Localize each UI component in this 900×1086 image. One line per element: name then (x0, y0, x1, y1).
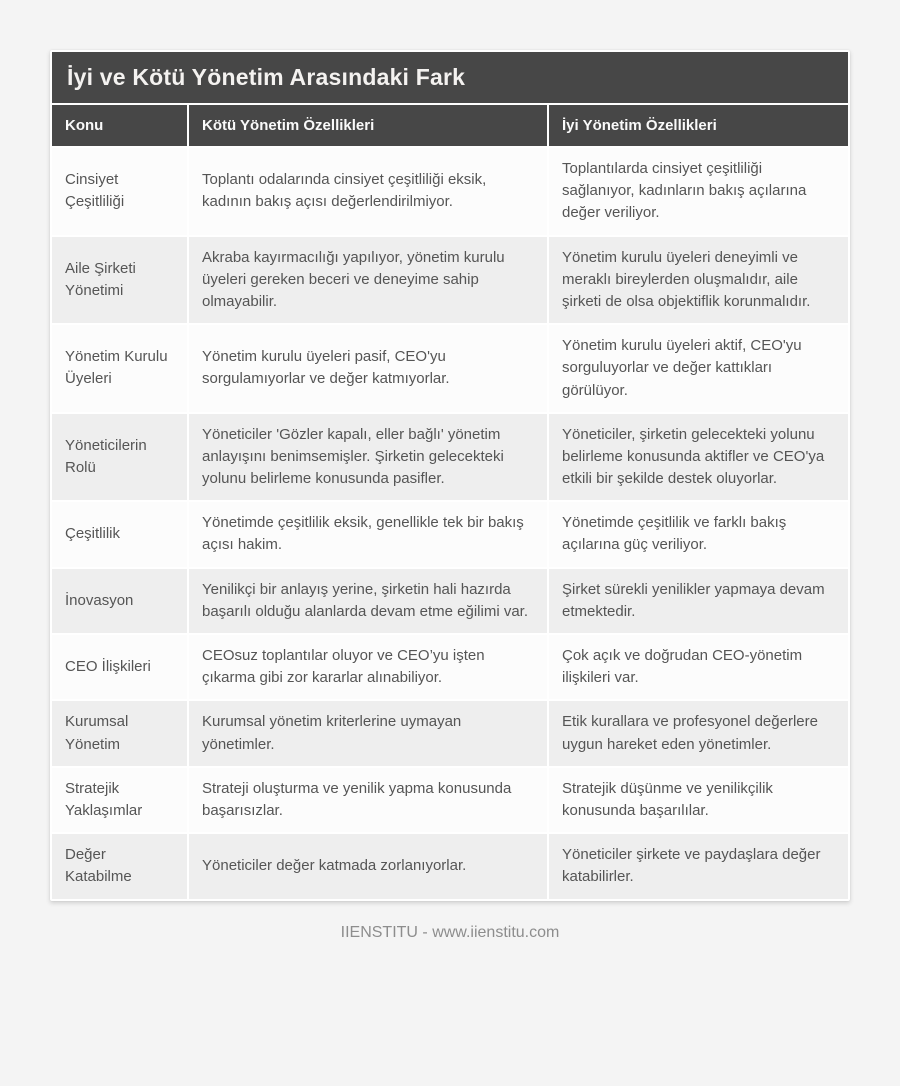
topic-cell: Yönetim Kurulu Üyeleri (52, 325, 187, 412)
table-row (52, 325, 848, 412)
bad-cell: Kurumsal yönetim kriterlerine uymayan yönetimler. (189, 701, 547, 765)
good-cell: Etik kurallara ve profesyonel değerlere uygun hareket eden yönetimler. (549, 701, 848, 765)
table-row (52, 701, 848, 765)
column-header-bad-management: Kötü Yönetim Özellikleri (189, 105, 547, 146)
good-cell: Yöneticiler, şirketin gelecekteki yolunu belirleme konusunda aktifler ve CEO'ya etkili bir şekilde destek oluyorlar. (549, 414, 848, 501)
footer-credit: IIENSTITU - www.iienstitu.com (340, 923, 560, 941)
table-row (52, 414, 848, 501)
good-cell: Çok açık ve doğrudan CEO-yönetim ilişkileri var. (549, 635, 848, 699)
bad-cell: Yöneticiler değer katmada zorlanıyorlar. (189, 834, 547, 898)
good-cell: Yöneticiler şirkete ve paydaşlara değer katabilirler. (549, 834, 848, 898)
topic-cell: İnovasyon (52, 569, 187, 633)
bad-cell: Akraba kayırmacılığı yapılıyor, yönetim kurulu üyeleri gereken beceri ve deneyime sahip olmayabilir. (189, 237, 547, 324)
good-cell: Yönetim kurulu üyeleri aktif, CEO'yu sorguluyorlar ve değer kattıkları görülüyor. (549, 325, 848, 412)
topic-cell: Değer Katabilme (52, 834, 187, 898)
bad-cell: Yönetimde çeşitlilik eksik, genellikle tek bir bakış açısı hakim. (189, 502, 547, 566)
column-header-good-management: İyi Yönetim Özellikleri (549, 105, 848, 146)
comparison-table (50, 50, 850, 901)
table-row (52, 768, 848, 832)
table-row (52, 502, 848, 566)
bad-cell: Yönetim kurulu üyeleri pasif, CEO'yu sorgulamıyorlar ve değer katmıyorlar. (189, 325, 547, 412)
bad-cell: Yöneticiler 'Gözler kapalı, eller bağlı' yönetim anlayışını benimsemişler. Şirketin gelecekteki yolunu belirleme konusunda pasifler. (189, 414, 547, 501)
topic-cell: Kurumsal Yönetim (52, 701, 187, 765)
table-row (52, 834, 848, 898)
bad-cell: CEOsuz toplantılar oluyor ve CEO’yu işten çıkarma gibi zor kararlar alınabiliyor. (189, 635, 547, 699)
table-row (52, 569, 848, 633)
comparison-table-card (50, 50, 850, 901)
column-header-row (52, 105, 848, 146)
column-header-topic: Konu (52, 105, 187, 146)
table-row (52, 635, 848, 699)
table-row (52, 237, 848, 324)
bad-cell: Toplantı odalarında cinsiyet çeşitliliği eksik, kadının bakış açısı değerlendirilmiyor. (189, 148, 547, 235)
good-cell: Şirket sürekli yenilikler yapmaya devam etmektedir. (549, 569, 848, 633)
good-cell: Yönetimde çeşitlilik ve farklı bakış açılarına güç veriliyor. (549, 502, 848, 566)
good-cell: Toplantılarda cinsiyet çeşitliliği sağlanıyor, kadınların bakış açılarına değer veriliyor. (549, 148, 848, 235)
topic-cell: CEO İlişkileri (52, 635, 187, 699)
page (0, 50, 900, 987)
topic-cell: Yöneticilerin Rolü (52, 414, 187, 501)
title-row (52, 52, 848, 103)
bad-cell: Yenilikçi bir anlayış yerine, şirketin hali hazırda başarılı olduğu alanlarda devam etme eğilimi var. (189, 569, 547, 633)
good-cell: Yönetim kurulu üyeleri deneyimli ve meraklı bireylerden oluşmalıdır, aile şirketi de olsa objektiflik korunmalıdır. (549, 237, 848, 324)
table-row (52, 148, 848, 235)
page-title: İyi ve Kötü Yönetim Arasındaki Fark (52, 52, 848, 103)
good-cell: Stratejik düşünme ve yenilikçilik konusunda başarılılar. (549, 768, 848, 832)
topic-cell: Stratejik Yaklaşımlar (52, 768, 187, 832)
topic-cell: Çeşitlilik (52, 502, 187, 566)
topic-cell: Aile Şirketi Yönetimi (52, 237, 187, 324)
topic-cell: Cinsiyet Çeşitliliği (52, 148, 187, 235)
bad-cell: Strateji oluşturma ve yenilik yapma konusunda başarısızlar. (189, 768, 547, 832)
